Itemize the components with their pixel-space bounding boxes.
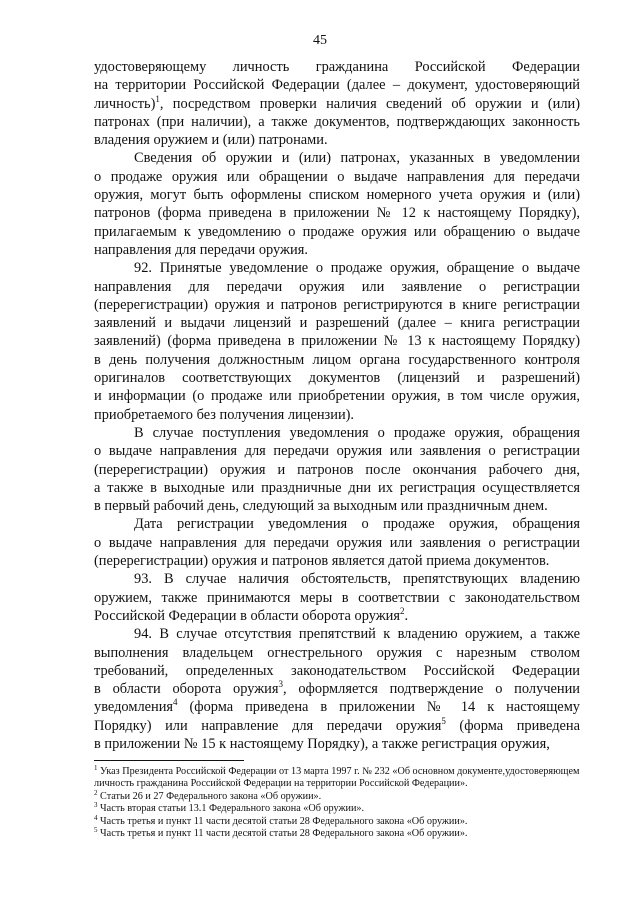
text-run: уведомления: [94, 699, 174, 716]
text-line: оружия, могут быть оформлены списком номерного учета оружия и (или): [94, 187, 580, 204]
footnote-ref: 4: [173, 697, 178, 708]
text-line: заявлений) (форма приведена в приложении № 13 к настоящему Порядку): [94, 333, 580, 350]
text-line: в первый рабочий день, следующий за выходным или праздничным днем.: [94, 498, 548, 515]
text-line: [94, 680, 580, 698]
text-line: прилагаемым к уведомлению о продаже оружия или обращению о выдаче: [94, 223, 580, 240]
footnote-text: Часть вторая статьи 13.1 Федерального закона «Об оружии».: [100, 803, 365, 815]
text-line: В случае поступления уведомления о продаже оружия, обращения: [134, 424, 580, 441]
footnote-text: Статьи 26 и 27 Федерального закона «Об оружии».: [100, 790, 322, 802]
text-run: личность): [94, 95, 156, 112]
text-line: [94, 717, 580, 735]
text-line: направления для передачи оружия или заявление о регистрации: [94, 278, 580, 295]
text-line: приобретаемого без получения лицензии).: [94, 406, 355, 423]
text-line: патронов (форма приведена в приложении № 12 к настоящему Порядку),: [94, 205, 580, 222]
text-line: а также в выходные или праздничные дни их регистрация осуществляется: [94, 479, 580, 496]
text-line: [94, 95, 580, 113]
text-line: владения оружием и (или) патронами.: [94, 132, 328, 149]
text-run: (форма приведена в приложении № 14 к настоящему: [177, 699, 580, 716]
text-line: Дата регистрации уведомления о продаже оружия, обращения: [134, 516, 580, 533]
text-line: (перерегистрации) оружия и патронов после окончания рабочего дня,: [94, 461, 580, 478]
text-run: в области оборота оружия: [94, 681, 279, 698]
footnote-ref: 5: [441, 715, 446, 726]
text-line: в день получения должностным лицом органа государственного контроля: [94, 351, 580, 368]
footnote: [94, 766, 580, 791]
text-line: удостоверяющему личность гражданина Российской Федерации: [94, 59, 580, 75]
document-body: [94, 58, 580, 753]
text-line: патронах (при наличии), а также документов, подтверждающих законность: [94, 113, 580, 130]
footnote-line: удостоверяющем личность гражданина Российской Федерации на территории Российской Федерации».: [94, 766, 580, 790]
text-line: заявлений и выдачи лицензий и разрешений (далее – книга регистрации: [94, 315, 580, 332]
page-number: 45: [313, 33, 327, 48]
footnote-number: 4: [94, 813, 98, 822]
footnote-number: 3: [94, 801, 98, 810]
footnote: [94, 828, 580, 840]
footnote-line: [94, 766, 505, 777]
text-line: Сведения об оружии и (или) патронах, указанных в уведомлении: [134, 150, 580, 167]
footnote-line: [94, 788, 322, 802]
text-line: 92. Принятые уведомление о продаже оружия, обращение о выдаче: [134, 260, 580, 277]
text-run: (форма приведена: [445, 717, 580, 734]
text-run: , посредством проверки наличия сведений об оружии и (или): [159, 95, 580, 112]
footnote-ref: 1: [155, 93, 160, 104]
footnotes: [94, 766, 580, 840]
text-line: [94, 607, 580, 625]
footnote-number: 5: [94, 826, 98, 835]
footnote-ref: 3: [278, 679, 283, 690]
text-line: и информации (о продаже или приобретении оружия, в том числе оружия,: [94, 388, 580, 405]
paragraph: [94, 515, 580, 570]
footnote-text: Указ Президента Российской Федерации от 13 марта 1997 г. № 232 «Об основном документе,: [100, 766, 506, 777]
footnote-number: 2: [94, 788, 98, 797]
paragraph: [94, 259, 580, 424]
text-line: оригиналов соответствующих документов (лицензий и разрешений): [94, 370, 580, 387]
text-line: направления для передачи оружия.: [94, 241, 308, 258]
text-run: , оформляется подтверждение о получении: [282, 681, 580, 698]
text-line: о продаже оружия или обращении о выдаче направления для передачи: [94, 168, 580, 185]
text-line: на территории Российской Федерации (далее – документ, удостоверяющий: [94, 77, 580, 94]
text-run: Порядку) или направление для передачи оружия: [94, 717, 442, 734]
paragraph: [94, 149, 580, 259]
text-line: [94, 698, 580, 716]
footnote-ref: 2: [400, 605, 405, 616]
text-line: (перерегистрации) оружия и патронов регистрируются в книге регистрации: [94, 296, 580, 313]
footnote: [94, 803, 580, 815]
text-run: Российской Федерации в области оборота оружия: [94, 607, 401, 624]
footnote-text: Часть третья и пункт 11 части десятой статьи 28 Федерального закона «Об оружии».: [100, 815, 468, 827]
paragraph: [94, 625, 580, 753]
footnote-number: 1: [94, 764, 98, 772]
footnote: [94, 813, 580, 828]
text-run: .: [404, 607, 409, 624]
footnote: [94, 788, 580, 803]
text-line: выполнения владельцем огнестрельного оружия с нарезным стволом: [94, 644, 580, 661]
footnote-line: [94, 828, 467, 839]
paragraph: [94, 570, 580, 625]
text-line: требований, определенных законодательством Российской Федерации: [94, 662, 580, 679]
text-line: о выдаче направления для передачи оружия или заявления о регистрации: [94, 534, 580, 551]
text-line: 93. В случае наличия обстоятельств, препятствующих владению: [134, 571, 580, 588]
footnote-line: [94, 803, 364, 814]
text-line: в приложении № 15 к настоящему Порядку), а также регистрация оружия,: [94, 735, 550, 752]
footnote-text: Часть третья и пункт 11 части десятой статьи 28 Федерального закона «Об оружии».: [100, 828, 468, 840]
text-line: о выдаче направления для передачи оружия или заявления о регистрации: [94, 443, 580, 460]
text-line: оружием, также принимаются меры в соответствии с законодательством: [94, 589, 580, 606]
text-line: 94. В случае отсутствия препятствий к владению оружием, а также: [134, 626, 580, 643]
text-line: (перерегистрации) оружия и патронов является датой приема документов.: [94, 553, 550, 570]
footnote-line: [94, 813, 468, 827]
paragraph: [94, 58, 580, 149]
paragraph: [94, 424, 580, 515]
footnote-separator: [94, 760, 244, 761]
